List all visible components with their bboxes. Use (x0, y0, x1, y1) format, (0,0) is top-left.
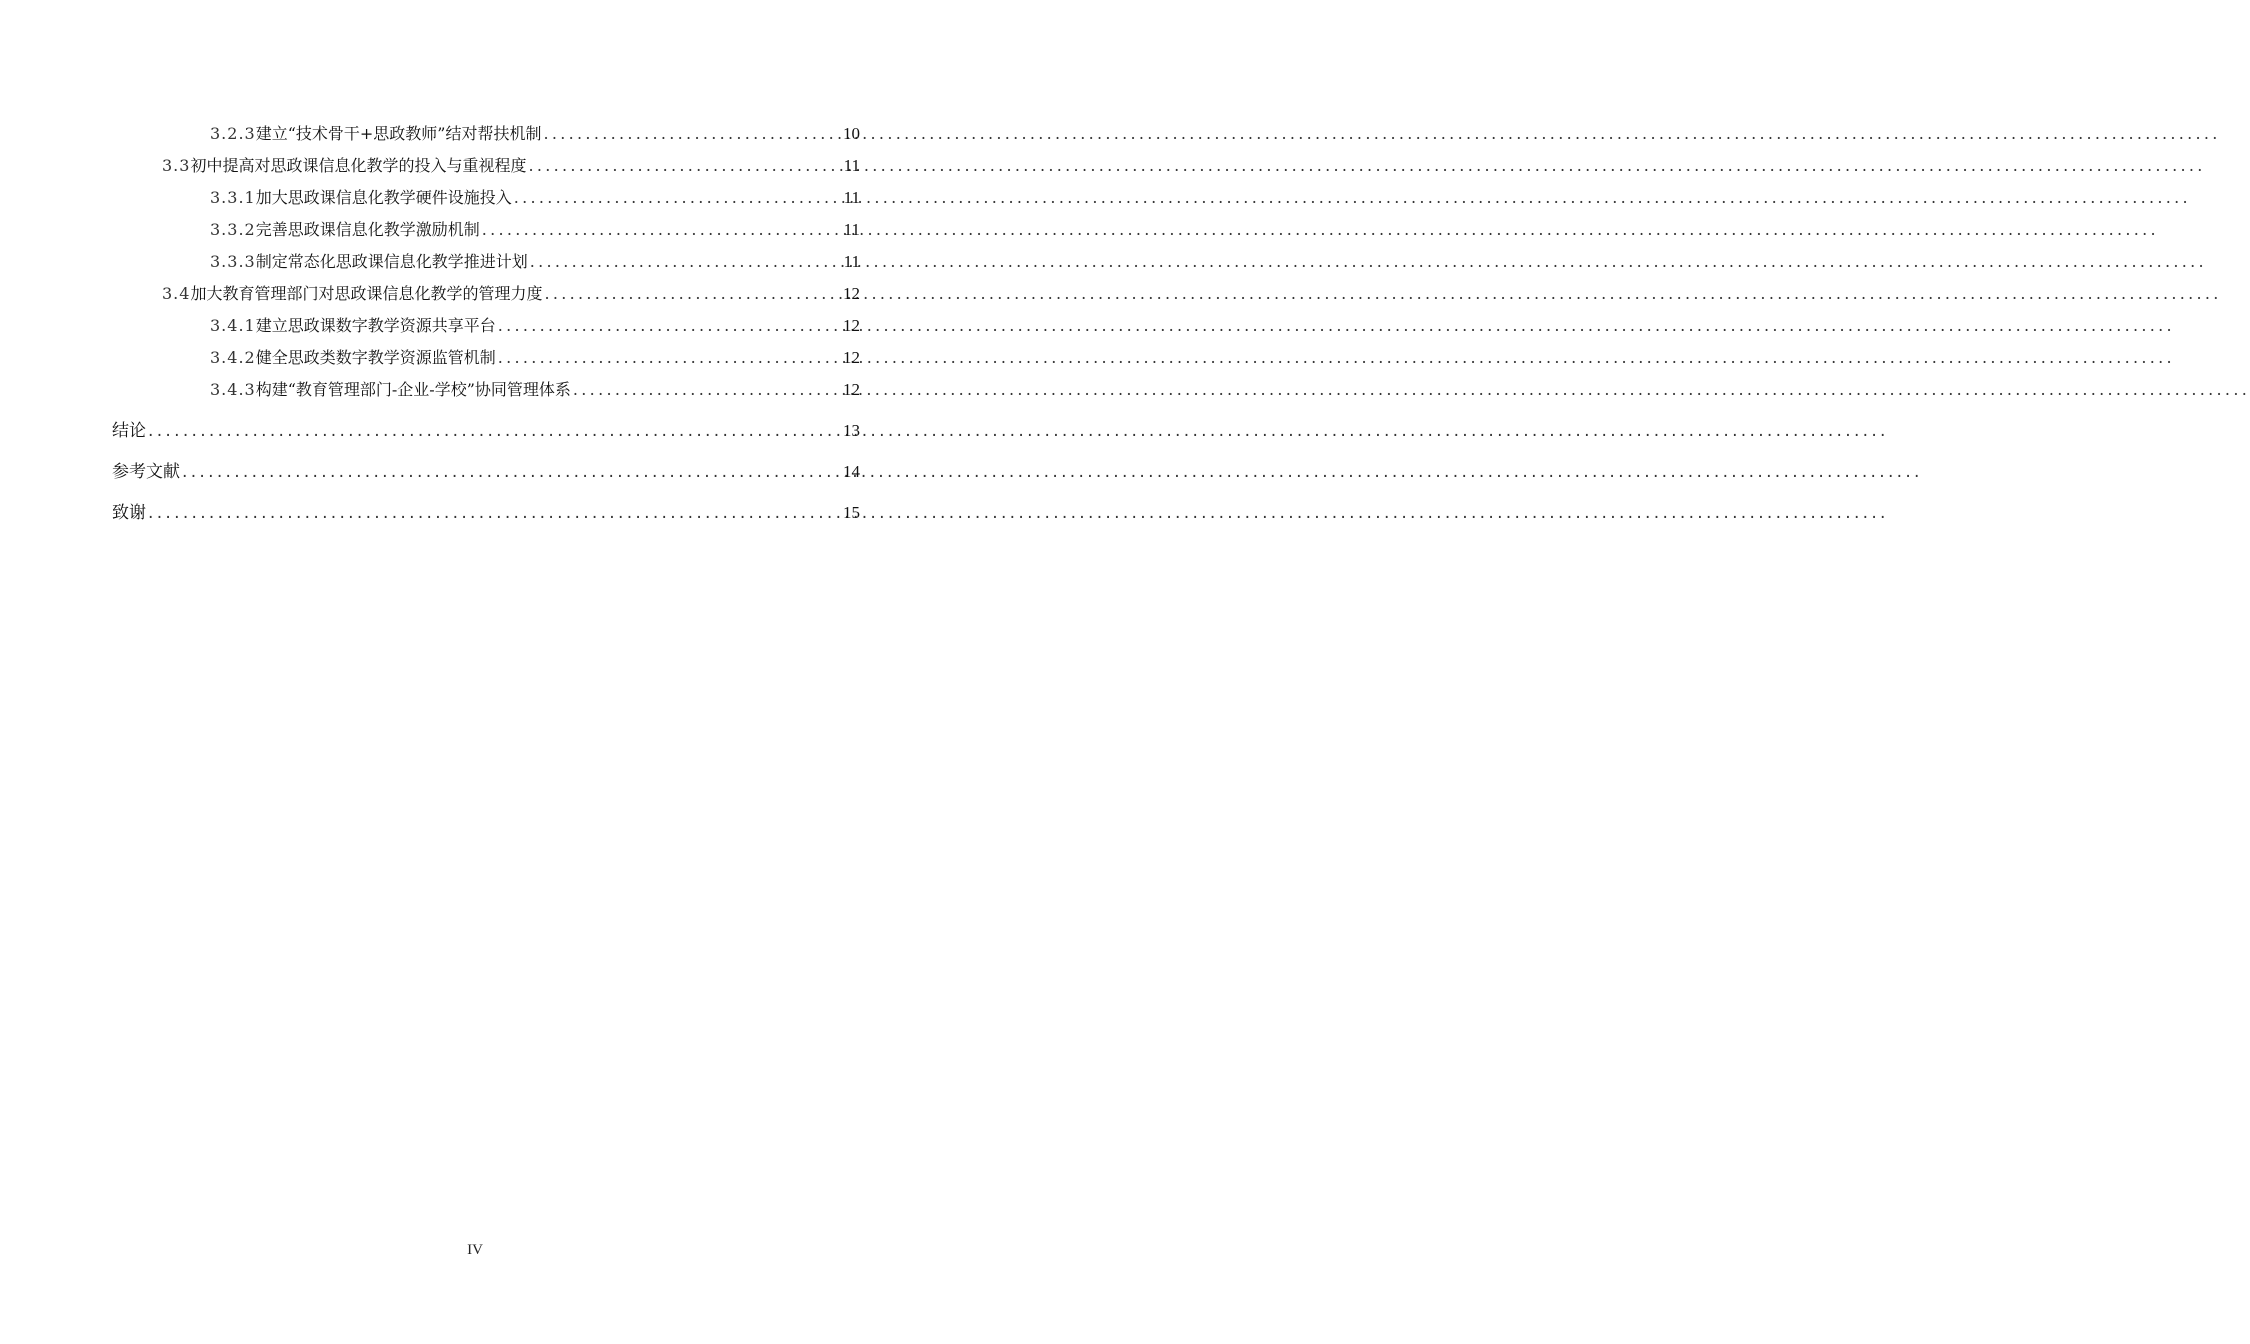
toc-entry-page: 11 (843, 188, 860, 207)
toc-entry-3-3-1[interactable] (112, 182, 860, 214)
toc-entry-number: 3.4.3 (210, 380, 256, 399)
toc-entry-number: 3.4.1 (210, 316, 256, 335)
toc-entry-title: 结论 (112, 421, 146, 441)
toc-entry-number: 3.3.3 (210, 252, 256, 271)
toc-entry-number: 3.4 (162, 284, 191, 303)
dot-leader (544, 278, 839, 310)
toc-entry-acknowledgements[interactable] (112, 492, 860, 533)
toc-entry-page: 12 (843, 316, 860, 335)
toc-entry-page: 15 (843, 503, 860, 522)
dot-leader (530, 246, 840, 278)
toc-entry-page: 10 (843, 124, 860, 143)
toc-entry-number: 3.4.2 (210, 348, 256, 367)
toc-entry-title: 健全思政类数字教学资源监管机制 (255, 348, 496, 367)
document-page (0, 0, 950, 1344)
toc-entry-title: 建立“技术骨干+思政教师”结对帮扶机制 (255, 124, 542, 143)
toc-entry-3-3[interactable] (112, 150, 860, 182)
page-footer-number: IV (467, 1242, 483, 1258)
toc-entry-page: 11 (843, 252, 860, 271)
toc-entry-title: 加大思政课信息化教学硬件设施投入 (255, 188, 512, 207)
toc-entry-conclusion[interactable] (112, 410, 860, 451)
toc-entry-title: 制定常态化思政课信息化教学推进计划 (255, 252, 528, 271)
dot-leader (573, 374, 839, 406)
toc-entry-number: 3.3 (162, 156, 191, 175)
toc-entry-3-4-1[interactable] (112, 310, 860, 342)
toc-entry-3-4[interactable] (112, 278, 860, 310)
toc-entry-title: 建立思政课数字教学资源共享平台 (255, 316, 496, 335)
toc-entry-page: 13 (843, 421, 860, 440)
toc-entry-title: 初中提高对思政课信息化教学的投入与重视程度 (190, 156, 527, 175)
toc-entry-3-3-2[interactable] (112, 214, 860, 246)
dot-leader (544, 118, 840, 150)
toc-entry-title: 致谢 (112, 503, 146, 523)
dot-leader (528, 150, 839, 182)
dot-leader (482, 214, 840, 246)
toc-entry-3-2-3[interactable] (112, 118, 860, 150)
dot-leader (148, 411, 839, 452)
toc-entry-title: 参考文献 (112, 462, 180, 482)
toc-entry-page: 12 (843, 348, 860, 367)
toc-entry-page: 14 (843, 462, 860, 481)
toc-entry-page: 11 (843, 156, 860, 175)
dot-leader (514, 182, 840, 214)
dot-leader (498, 310, 839, 342)
toc-entry-references[interactable] (112, 451, 860, 492)
toc-entry-page: 11 (843, 220, 860, 239)
dot-leader (182, 452, 839, 493)
toc-entry-title: 完善思政课信息化教学激励机制 (255, 220, 480, 239)
toc-entry-page: 12 (843, 284, 860, 303)
dot-leader (498, 342, 839, 374)
toc-entry-3-4-3[interactable] (112, 374, 860, 406)
toc-entry-page: 12 (843, 380, 860, 399)
toc-entry-3-3-3[interactable] (112, 246, 860, 278)
dot-leader (148, 493, 839, 534)
toc-entry-number: 3.3.1 (210, 188, 256, 207)
table-of-contents (112, 118, 860, 533)
toc-entry-title: 加大教育管理部门对思政课信息化教学的管理力度 (190, 284, 543, 303)
toc-entry-title: 构建“教育管理部门-企业-学校”协同管理体系 (255, 380, 571, 399)
toc-entry-number: 3.2.3 (210, 124, 256, 143)
toc-entry-number: 3.3.2 (210, 220, 256, 239)
toc-entry-3-4-2[interactable] (112, 342, 860, 374)
